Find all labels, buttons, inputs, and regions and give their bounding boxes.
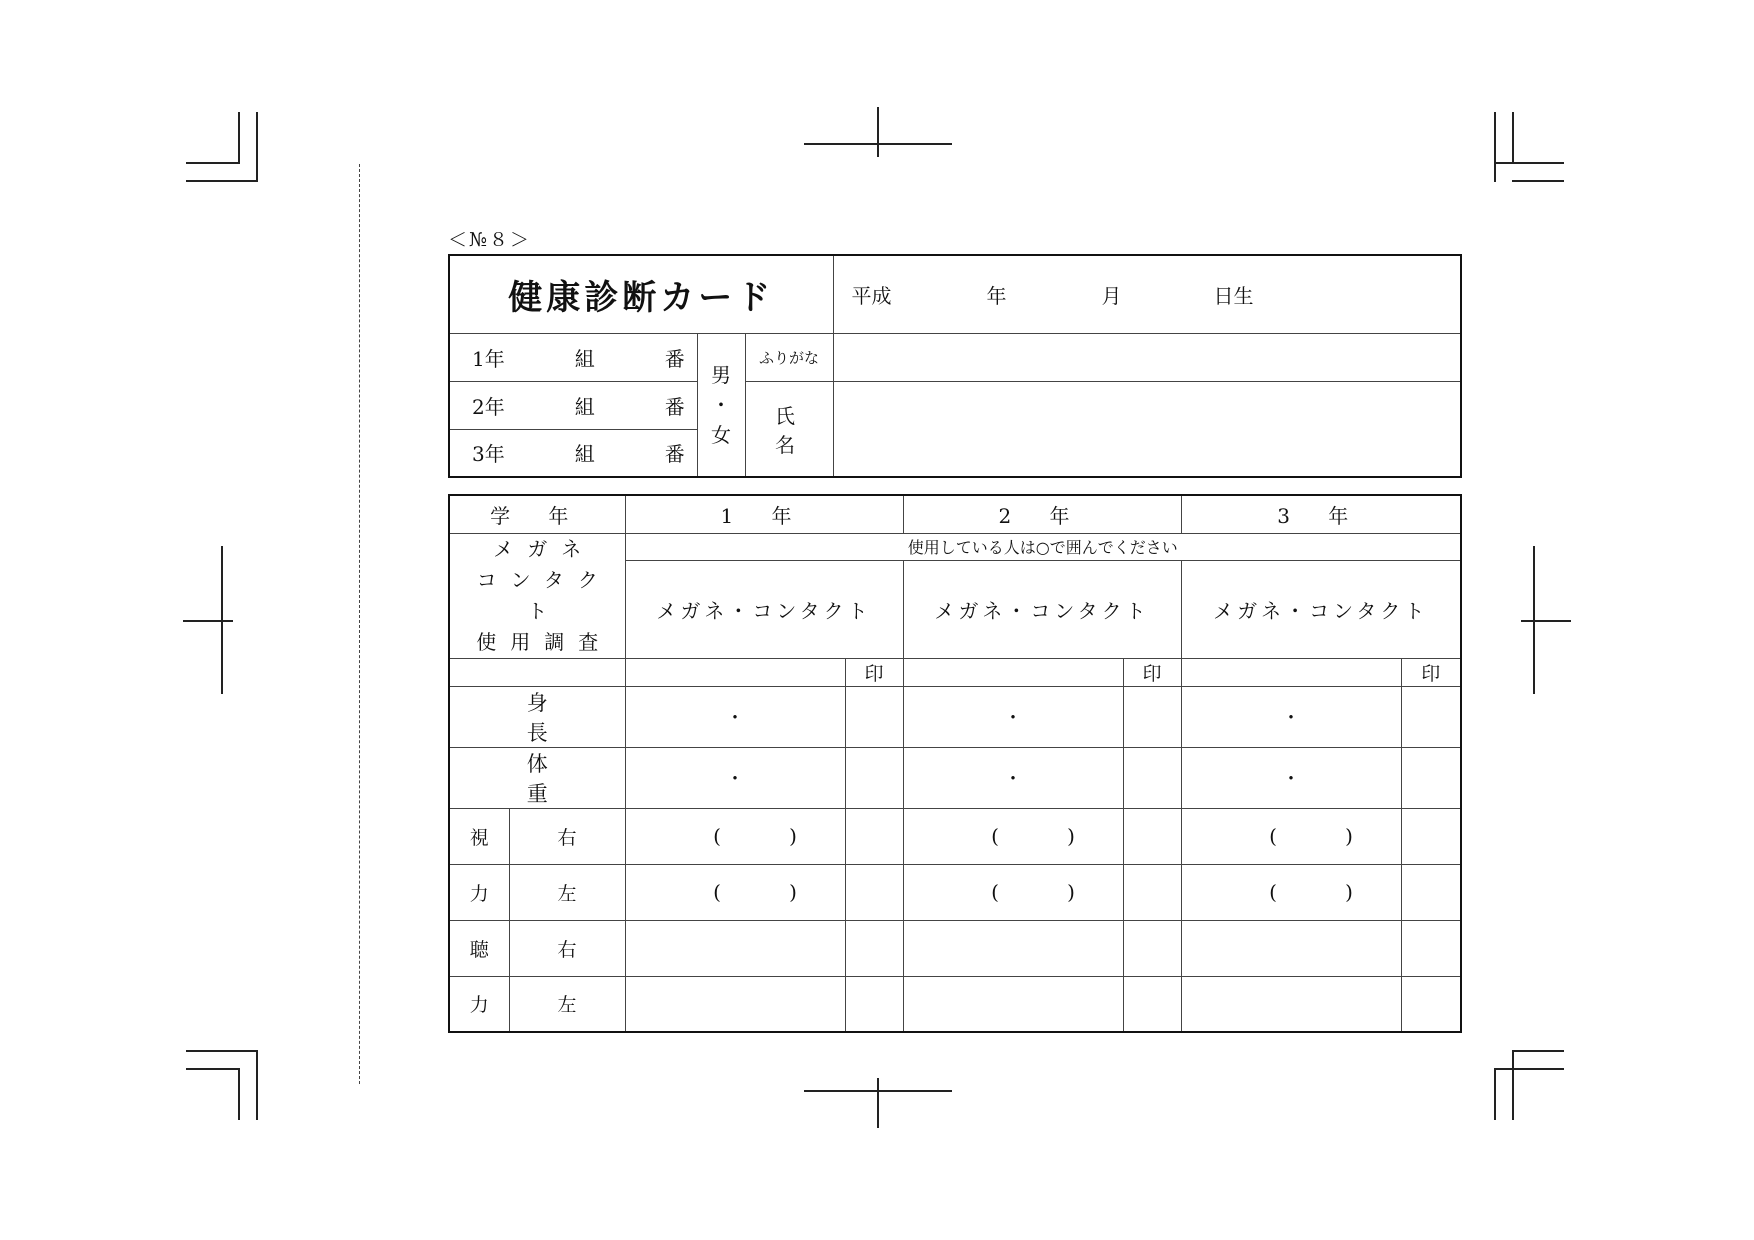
birth-month-label: 月 xyxy=(1101,283,1122,308)
hearing-left-grade-3[interactable] xyxy=(1181,976,1401,1032)
height-stamp-grade-1[interactable] xyxy=(845,686,903,747)
hearing-left-grade-2[interactable] xyxy=(903,976,1123,1032)
stamp-row-label xyxy=(449,658,625,686)
weight-label: 体 重 xyxy=(449,747,625,808)
glasses-option-grade-1[interactable]: メガネ・コンタクト xyxy=(625,560,903,658)
vision-right-stamp-grade-2[interactable] xyxy=(1123,808,1181,864)
sex-female[interactable]: 女 xyxy=(711,422,731,447)
card-number: ＜№８＞ xyxy=(448,229,531,251)
furigana-field[interactable] xyxy=(833,333,1461,381)
class-number-label: 番 xyxy=(664,394,685,419)
stamp-label-grade-2: 印 xyxy=(1123,658,1181,686)
health-exam-table xyxy=(448,494,1462,1033)
hearing-label-bottom: 力 xyxy=(449,976,509,1032)
vision-right-stamp-grade-1[interactable] xyxy=(845,808,903,864)
birth-date-field[interactable] xyxy=(833,255,1461,333)
glasses-option-grade-2[interactable]: メガネ・コンタクト xyxy=(903,560,1181,658)
birth-era: 平成 xyxy=(851,283,892,308)
height-label: 身 長 xyxy=(449,686,625,747)
cut-line xyxy=(359,164,360,1084)
weight-grade-3[interactable]: ・ xyxy=(1181,747,1401,808)
vision-left-stamp-grade-1[interactable] xyxy=(845,864,903,920)
sex-selector[interactable] xyxy=(697,333,745,477)
vision-left-label: 左 xyxy=(509,864,625,920)
vision-left-grade-3[interactable]: ( ) xyxy=(1181,864,1401,920)
hearing-label-top: 聴 xyxy=(449,920,509,976)
class-year: 3年 xyxy=(472,442,505,467)
hearing-right-grade-3[interactable] xyxy=(1181,920,1401,976)
stamp-label-grade-3: 印 xyxy=(1401,658,1461,686)
glasses-note: 使用している人は○で囲んでください xyxy=(625,533,1461,560)
sex-male[interactable]: 男 xyxy=(711,362,731,387)
height-grade-2[interactable]: ・ xyxy=(903,686,1123,747)
weight-stamp-grade-3[interactable] xyxy=(1401,747,1461,808)
name-label: 氏 名 xyxy=(745,381,833,477)
grade-2-header: 2 年 xyxy=(903,495,1181,533)
stamp-space-grade-3 xyxy=(1181,658,1401,686)
weight-grade-1[interactable]: ・ xyxy=(625,747,845,808)
class-row-1[interactable] xyxy=(449,333,697,381)
hearing-right-stamp-grade-2[interactable] xyxy=(1123,920,1181,976)
class-group-label: 組 xyxy=(574,394,595,419)
grade-1-header: 1 年 xyxy=(625,495,903,533)
hearing-left-grade-1[interactable] xyxy=(625,976,845,1032)
class-group-label: 組 xyxy=(574,442,595,467)
student-info-table xyxy=(448,254,1462,478)
vision-right-grade-2[interactable]: ( ) xyxy=(903,808,1123,864)
birth-year-label: 年 xyxy=(986,283,1007,308)
hearing-right-stamp-grade-3[interactable] xyxy=(1401,920,1461,976)
hearing-right-label: 右 xyxy=(509,920,625,976)
stamp-label-grade-1: 印 xyxy=(845,658,903,686)
class-year: 1年 xyxy=(472,346,505,371)
class-number-label: 番 xyxy=(664,346,685,371)
stamp-space-grade-2 xyxy=(903,658,1123,686)
birth-day-label: 日生 xyxy=(1213,283,1254,308)
class-row-2[interactable] xyxy=(449,381,697,429)
glasses-survey-label: メガネ コンタクト 使用調査 xyxy=(449,533,625,658)
grade-header: 学 年 xyxy=(449,495,625,533)
height-grade-3[interactable]: ・ xyxy=(1181,686,1401,747)
glasses-option-grade-3[interactable]: メガネ・コンタクト xyxy=(1181,560,1461,658)
class-year: 2年 xyxy=(472,394,505,419)
vision-left-stamp-grade-3[interactable] xyxy=(1401,864,1461,920)
height-stamp-grade-2[interactable] xyxy=(1123,686,1181,747)
height-stamp-grade-3[interactable] xyxy=(1401,686,1461,747)
hearing-left-stamp-grade-2[interactable] xyxy=(1123,976,1181,1032)
vision-right-stamp-grade-3[interactable] xyxy=(1401,808,1461,864)
weight-stamp-grade-2[interactable] xyxy=(1123,747,1181,808)
hearing-left-stamp-grade-1[interactable] xyxy=(845,976,903,1032)
hearing-left-label: 左 xyxy=(509,976,625,1032)
vision-left-grade-1[interactable]: ( ) xyxy=(625,864,845,920)
name-field[interactable] xyxy=(833,381,1461,477)
stamp-space-grade-1 xyxy=(625,658,845,686)
hearing-right-grade-1[interactable] xyxy=(625,920,845,976)
weight-stamp-grade-1[interactable] xyxy=(845,747,903,808)
hearing-left-stamp-grade-3[interactable] xyxy=(1401,976,1461,1032)
card-title: 健康診断カード xyxy=(449,255,833,333)
vision-left-grade-2[interactable]: ( ) xyxy=(903,864,1123,920)
hearing-right-grade-2[interactable] xyxy=(903,920,1123,976)
vision-left-stamp-grade-2[interactable] xyxy=(1123,864,1181,920)
class-group-label: 組 xyxy=(574,346,595,371)
vision-right-grade-3[interactable]: ( ) xyxy=(1181,808,1401,864)
vision-right-label: 右 xyxy=(509,808,625,864)
furigana-label: ふりがな xyxy=(745,333,833,381)
class-number-label: 番 xyxy=(664,442,685,467)
vision-label-bottom: 力 xyxy=(449,864,509,920)
hearing-right-stamp-grade-1[interactable] xyxy=(845,920,903,976)
vision-right-grade-1[interactable]: ( ) xyxy=(625,808,845,864)
vision-label-top: 視 xyxy=(449,808,509,864)
sex-separator: ・ xyxy=(711,392,731,417)
class-row-3[interactable] xyxy=(449,429,697,477)
height-grade-1[interactable]: ・ xyxy=(625,686,845,747)
weight-grade-2[interactable]: ・ xyxy=(903,747,1123,808)
grade-3-header: 3 年 xyxy=(1181,495,1461,533)
